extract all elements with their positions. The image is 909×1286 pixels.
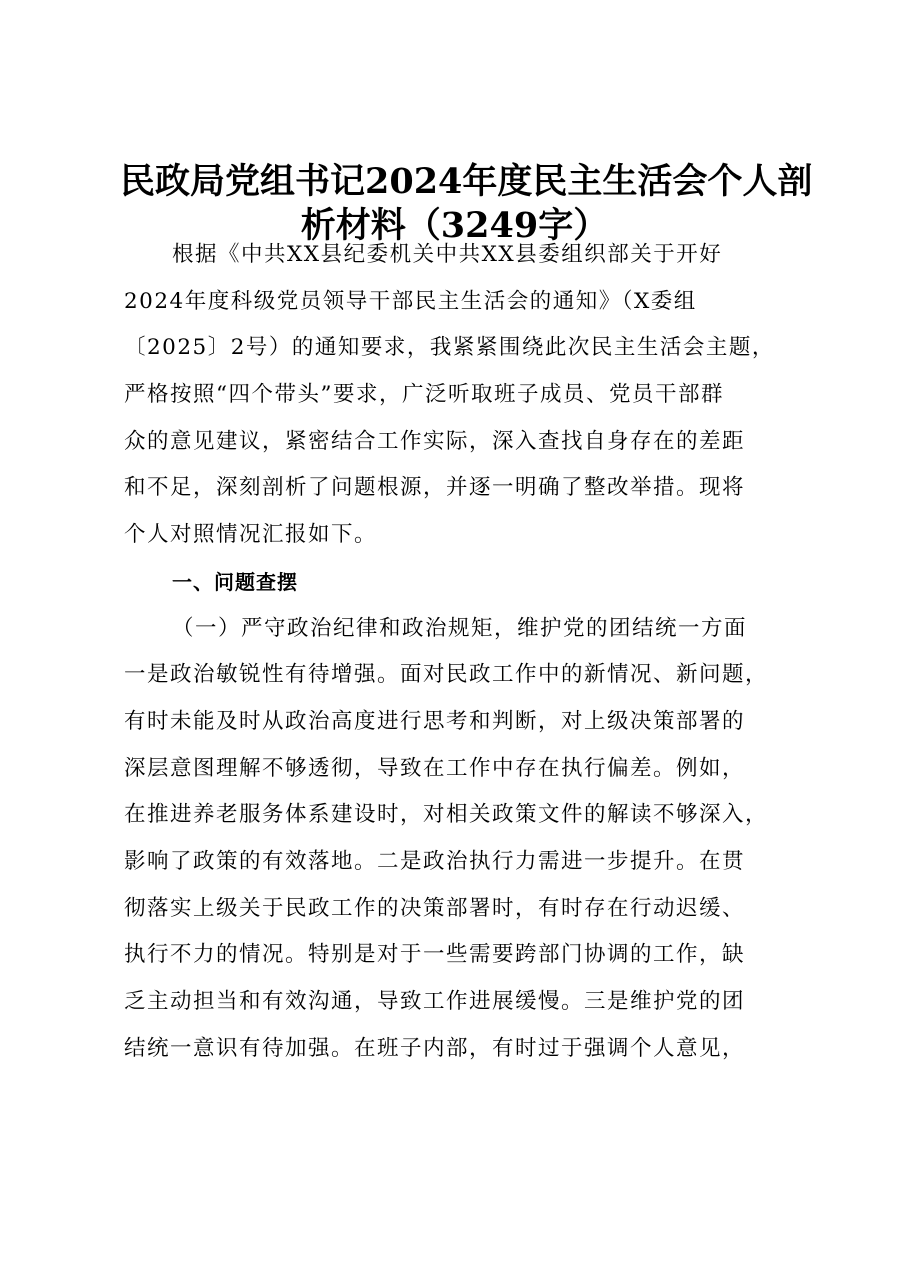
body-line: 深层意图理解不够透彻，导致在工作中存在执行偏差。例如，	[124, 755, 746, 781]
intro-line: 和不足，深刻剖析了问题根源，并逐一明确了整改举措。现将	[124, 475, 746, 501]
intro-line: 严格按照“四个带头”要求，广泛听取班子成员、党员干部群	[124, 382, 724, 408]
subsection-heading: （一）严守政治纪律和政治规矩，维护党的团结统一方面	[172, 615, 748, 641]
intro-line: 根据《中共XX县纪委机关中共XX县委组织部关于开好	[172, 242, 723, 267]
body-line: 影响了政策的有效落地。二是政治执行力需进一步提升。在贯	[124, 848, 746, 874]
intro-line: 个人对照情况汇报如下。	[124, 522, 378, 548]
document-body	[124, 232, 814, 1072]
title-line-2: 析材料（3249字）	[300, 205, 609, 246]
intro-line: 2024年度科级党员领导干部民主生活会的通知》（X委组	[124, 288, 697, 314]
body-line: 一是政治敏锐性有待增强。面对民政工作中的新情况、新问题，	[124, 662, 769, 688]
body-line: 乏主动担当和有效沟通，导致工作进展缓慢。三是维护党的团	[124, 989, 746, 1014]
body-line: 执行不力的情况。特别是对于一些需要跨部门协调的工作，缺	[124, 942, 746, 968]
body-line: 在推进养老服务体系建设时，对相关政策文件的解读不够深入，	[124, 802, 769, 828]
body-line: 有时未能及时从政治高度进行思考和判断，对上级决策部署的	[124, 708, 746, 734]
section-heading: 一、问题查摆	[172, 569, 298, 594]
intro-line: 众的意见建议，紧密结合工作实际，深入查找自身存在的差距	[124, 428, 746, 454]
title-line-1: 民政局党组书记2024年度民主生活会个人剖	[120, 161, 813, 202]
intro-line: 〔2025〕2号）的通知要求，我紧紧围绕此次民主生活会主题，	[124, 335, 775, 361]
body-line: 结统一意识有待加强。在班子内部，有时过于强调个人意见，	[124, 1035, 746, 1061]
body-line: 彻落实上级关于民政工作的决策部署时，有时存在行动迟缓、	[124, 895, 746, 921]
